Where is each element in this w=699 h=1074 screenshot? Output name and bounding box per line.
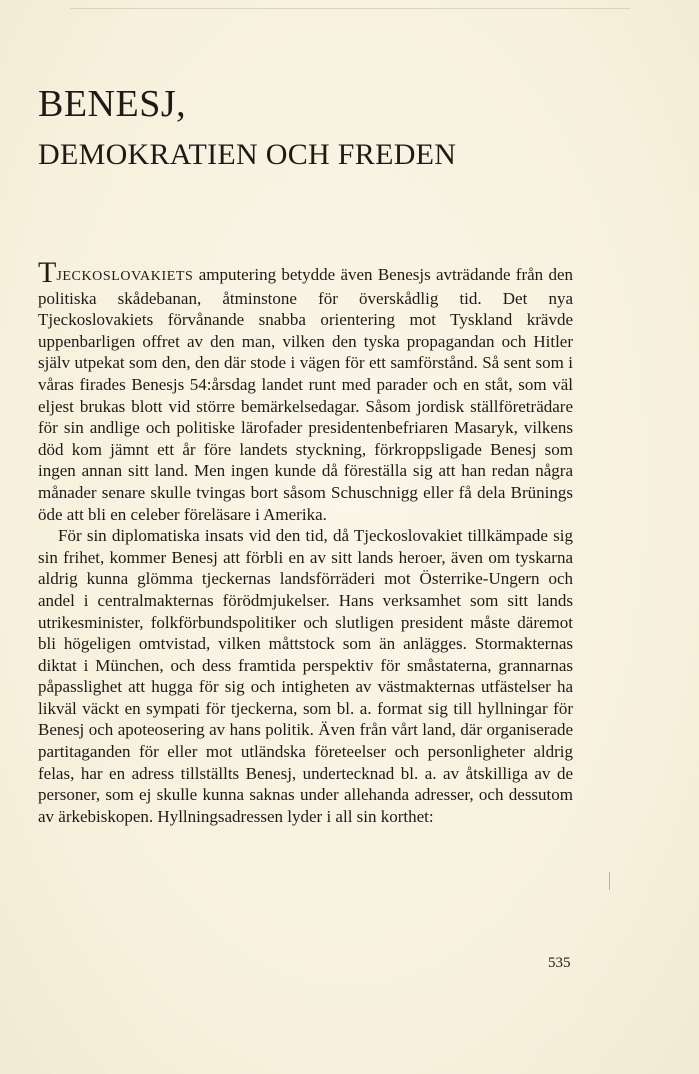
paragraph-1 xyxy=(38,256,573,525)
page-number: 535 xyxy=(548,955,571,971)
top-rule xyxy=(70,8,630,9)
margin-mark xyxy=(609,872,610,890)
paragraph-2: För sin diplomatiska insats vid den tid, då Tjeckoslovakiet tillkämpade sig sin frihet, kommer Benesj att förbli en av sitt lands heroer, även om tyskarna aldrig kunna glömma tjeckernas landsförräderi mot Österrike-Ungern och andel i centralmakternas förödmjukelser. Hans verksamhet som sitt lands utrikesminister, folkförbundspolitiker och slutligen president måste däremot bli högeligen omtvistad, vilken måttstock som än anlägges. Stormakternas diktat i München, och dess framtida perspektiv för småstaterna, grannarnas påpasslighet att hugga för sig och intigheten av västmakternas utfästelser ha likväl väckt en sympati för tjeckerna, som bl. a. format sig till hyllningar för Benesj och apoteosering av hans politik. Även från vårt land, där organiserade partitaganden för eller mot utländska företeelser och personligheter aldrig felas, har en adress tillställts Benesj, undertecknad bl. a. av åtskilliga av de personer, som ej skulle kunna saknas under allehanda adresser, och dessutom av ärkebiskopen. Hyllningsadressen lyder i all sin korthet: xyxy=(38,526,573,826)
article-subtitle: DEMOKRATIEN OCH FREDEN xyxy=(38,138,457,171)
article-body xyxy=(38,256,573,827)
first-word-smallcaps: JECKOSLOVAKIETS xyxy=(56,269,194,284)
paragraph-1-text: amputering betydde även Benesjs avträdande från den politiska skådebanan, åtminstone för överskådlig tid. Det nya Tjeckoslovakiets förvånande snabba orientering mot Tyskland krävde uppenbarligen offret av den man, vilken den tyska propagandan och Hitler själv utpekat som den, den där stode i vägen för ett samförstånd. Så sent som i våras firades Benesjs 54:årsdag landet runt med parader och en ståt, som väl eljest brukas blott vid större bemärkelsedagar. Såsom jordisk ställföreträdare för sin andlige och politiske lärofader presidentenbefriaren Masaryk, vilkens död kom jämnt ett år före landets styckning, förkroppsligade Benesj som ingen annan sitt land. Men ingen kunde då föreställa sig att han redan några månader senare skulle tvingas bort såsom Schuschnigg eller få dela Brünings öde att bli en celeber föreläsare i Amerika. xyxy=(38,265,573,524)
drop-cap: T xyxy=(38,256,57,289)
article-title: BENESJ, xyxy=(38,83,187,125)
